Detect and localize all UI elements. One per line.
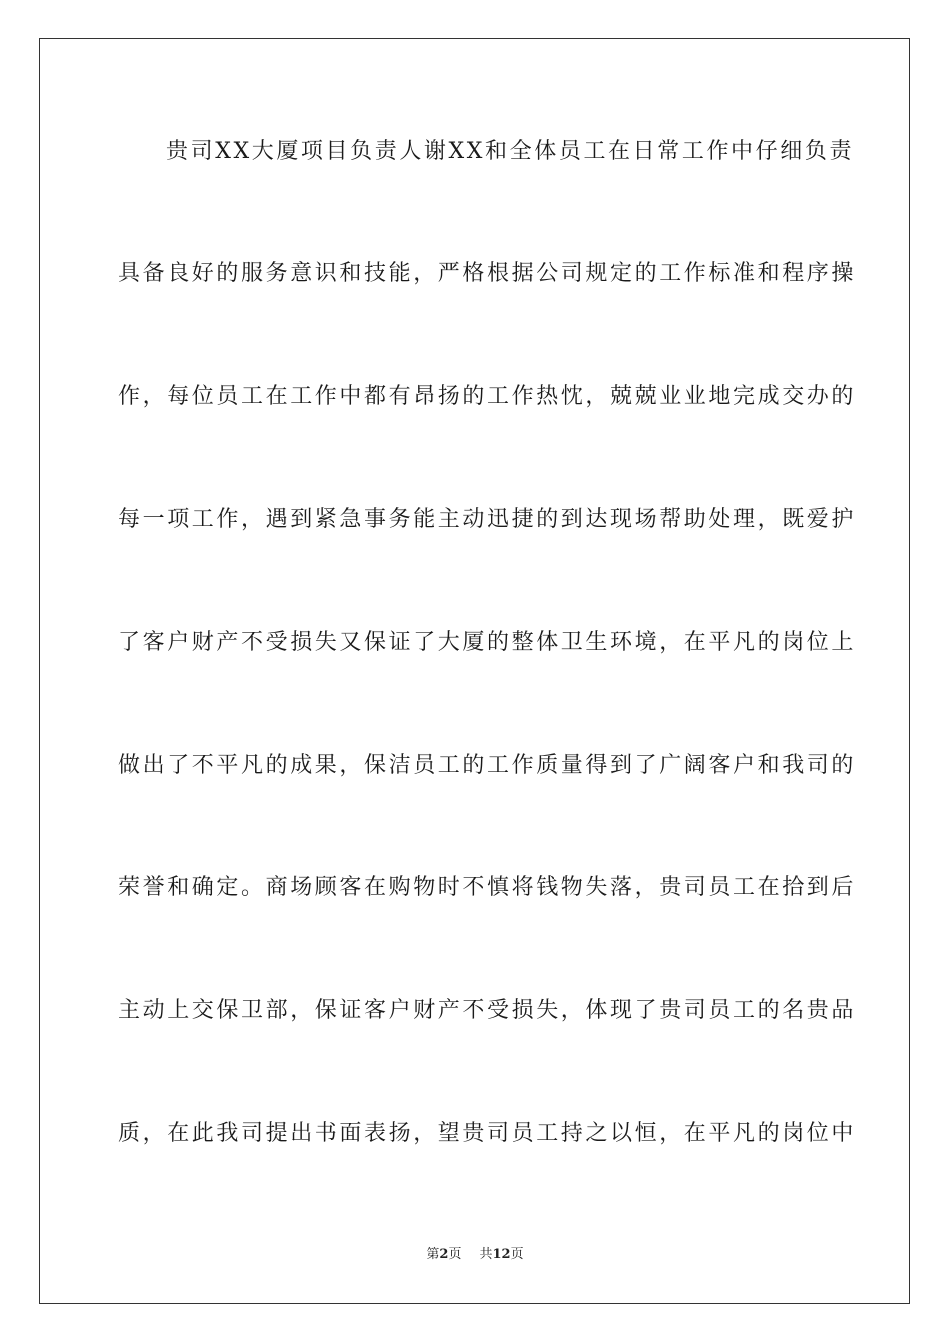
total-suffix: 页 <box>510 1247 524 1262</box>
text-line: 主动上交保卫部，保证客户财产不受损失，体现了贵司员工的名贵品 <box>118 998 857 1023</box>
text-line: 每一项工作，遇到紧急事务能主动迅捷的到达现场帮助处理，既爱护 <box>118 507 857 532</box>
total-pages: 12 <box>492 1247 511 1262</box>
text-line: 具备良好的服务意识和技能，严格根据公司规定的工作标准和程序操 <box>118 261 857 286</box>
text-line: 做出了不平凡的成果，保洁员工的工作质量得到了广阔客户和我司的 <box>118 753 857 778</box>
page-border <box>39 38 910 1304</box>
text-line: 了客户财产不受损失又保证了大厦的整体卫生环境，在平凡的岗位上 <box>118 630 857 655</box>
page-footer <box>0 1246 950 1264</box>
text-line: 质，在此我司提出书面表扬，望贵司员工持之以恒，在平凡的岗位中 <box>118 1121 857 1146</box>
page-suffix: 页 <box>448 1247 462 1262</box>
total-prefix: 共 <box>479 1247 493 1262</box>
text-line: 作，每位员工在工作中都有昂扬的工作热忱，兢兢业业地完成交办的 <box>118 384 857 409</box>
text-line: 贵司XX大厦项目负责人谢XX和全体员工在日常工作中仔细负责 <box>166 139 855 164</box>
text-line: 荣誉和确定。商场顾客在购物时不慎将钱物失落，贵司员工在拾到后 <box>118 875 857 900</box>
page-number: 2 <box>439 1247 449 1262</box>
page-prefix: 第 <box>426 1247 440 1262</box>
